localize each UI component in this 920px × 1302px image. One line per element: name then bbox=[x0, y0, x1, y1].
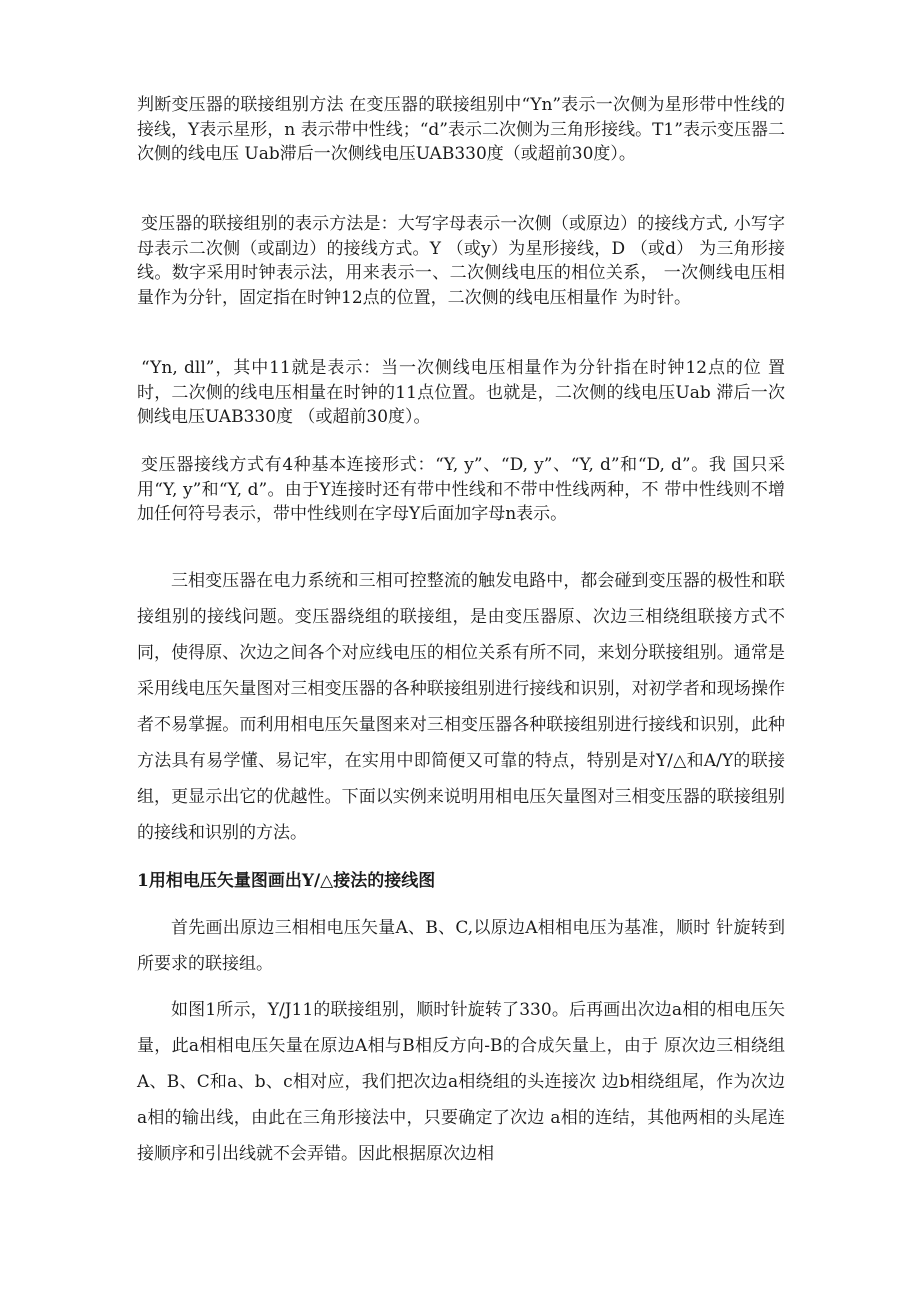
paragraph-connection-group-method: 判断变压器的联接组别方法 在变压器的联接组别中“Yn”表示一次侧为星形带中性线的接线，Y表示星形，n 表示带中性线；“d”表示二次侧为三角形接线。T1”表示变压器二次侧的线电压 Uab滞后一次侧线电压UAB330度（或超前30度）。 bbox=[137, 95, 785, 164]
paragraph-basic-connection-forms: 变压器接线方式有4种基本连接形式：“Y, y”、“D, y”、“Y, d”和“D, d”。我 国只采用“Y, y”和“Y, d”。由于Y连接时还有带中性线和不带中性线两种，不 带中性线则不增加任何符号表示，带中性线则在字母Y后面加字母n表示。 bbox=[137, 455, 785, 524]
paragraph-draw-primary-vectors: 首先画出原边三相相电压矢量A、B、C,以原边A相相电压为基准，顺时 针旋转到所要求的联接组。 bbox=[137, 918, 785, 974]
paragraph-figure-1-explanation: 如图1所示，Y/J11的联接组别，顺时针旋转了330。后再画出次边a相的相电压矢量，此a相相电压矢量在原边A相与B相反方向-B的合成矢量上，由于 原次边三相绕组A、B、C和a、b、c相对应，我们把次边a相绕组的头连接次 边b相绕组尾，作为次边a相的输出线，由此在三角形接法中，只要确定了次边 a相的连结，其他两相的头尾连接顺序和引出线就不会弄错。因此根据原次边相 bbox=[137, 1000, 785, 1164]
paragraph-three-phase-introduction: 三相变压器在电力系统和三相可控整流的触发电路中，都会碰到变压器的极性和联接组别的接线问题。变压器绕组的联接组，是由变压器原、次边三相绕组联接方式不同，使得原、次边之间各个对应线电压的相位关系有所不同，来划分联接组别。通常是采用线电压矢量图对三相变压器的各种联接组别进行接线和识别，对初学者和现场操作者不易掌握。而利用相电压矢量图来对三相变压器各种联接组别进行接线和识别，此种方法具有易学懂、易记牢，在实用中即简便又可靠的特点，特别是对Y/△和A/Y的联接组，更显示出它的优越性。下面以实例来说明用相电压矢量图对三相变压器的联接组别的接线和识别的方法。 bbox=[137, 571, 785, 843]
section-heading: 1用相电压矢量图画出Y/△接法的接线图 bbox=[137, 871, 436, 891]
paragraph-yn-d11-example: “Yn, dll”，其中11就是表示：当一次侧线电压相量作为分针指在时钟12点的位 置时，二次侧的线电压相量在时钟的11点位置。也就是，二次侧的线电压Uab 滞后一次侧线电压UAB330度 （或超前30度）。 bbox=[137, 358, 785, 427]
paragraph-notation-method: 变压器的联接组别的表示方法是：大写字母表示一次侧（或原边）的接线方式, 小写字母表示二次侧（或副边）的接线方式。Y （或y）为星形接线，D （或d） 为三角形接线。数字采用时钟表示法，用来表示一、二次侧线电压的相位关系， 一次侧线电压相量作为分针，固定指在时钟12点的位置，二次侧的线电压相量作 为时针。 bbox=[137, 214, 785, 308]
